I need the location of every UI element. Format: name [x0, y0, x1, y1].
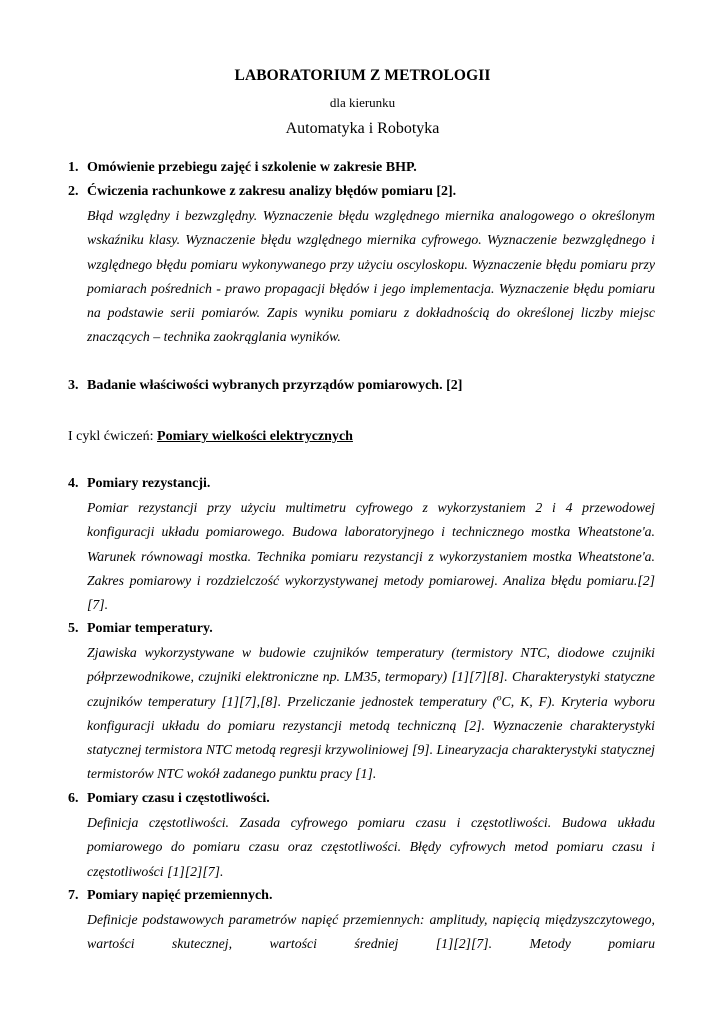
item-number: 6.	[68, 791, 79, 806]
item-description: Definicja częstotliwości. Zasada cyfrowego pomiaru czasu i częstotliwości. Budowa układu pomiarowego do pomiaru czasu oraz częstotliwości. Błędy cyfrowych metod pomiaru czasu i częstotliwości [1][2][7].	[87, 815, 655, 879]
document-title: LABORATORIUM Z METROLOGII	[234, 67, 491, 84]
item-description: Definicje podstawowych parametrów napięć przemiennych: amplitudy, napięcią międzyszczytowego, wartości skutecznej, wartości średniej [1][2][7]. Metody pomiaru	[87, 912, 655, 952]
item-heading: Badanie właściwości wybranych przyrządów pomiarowych. [2]	[87, 378, 463, 393]
item-description: Pomiar rezystancji przy użyciu multimetru cyfrowego z wykorzystaniem 2 i 4 przewodowej konfiguracji układu pomiarowego. Budowa laboratoryjnego i technicznego mostka Wheatstone'a. Warunek równowagi mostka. Technika pomiaru rezystancji z wykorzystaniem mostka Wheatstone'a. Zakres pomiarowy i rozdzielczość wykorzystywanej metody pomiarowej. Analiza błędu pomiaru.[2][7].	[87, 500, 655, 613]
degree-superscript: o	[497, 692, 502, 702]
item-description	[87, 641, 655, 787]
item-number: 1.	[68, 160, 79, 175]
item-number: 7.	[68, 888, 79, 903]
item-description-part: C, K, F). Kryteria wyboru konfiguracji układu do pomiaru rezystancji metodą techniczną [2]. Wyznaczenie charakterystyki statycznej termistora NTC metodą regresji krzywoliniowej [9]. Linearyzacja charakterystyki statycznej termistorów NTC wokół zadanego punktu pracy [1].	[87, 693, 655, 782]
item-heading: Omówienie przebiegu zajęć i szkolenie w zakresie BHP.	[87, 160, 417, 175]
item-heading: Ćwiczenia rachunkowe z zakresu analizy błędów pomiaru [2].	[87, 184, 457, 199]
cycle-label: I cykl ćwiczeń:	[68, 429, 158, 444]
field-of-study: Automatyka i Robotyka	[285, 120, 440, 137]
cycle-heading	[68, 425, 353, 449]
item-heading: Pomiary czasu i częstotliwości.	[87, 791, 270, 806]
item-number: 2.	[68, 184, 79, 199]
item-heading: Pomiary rezystancji.	[87, 476, 211, 491]
item-heading: Pomiary napięć przemiennych.	[87, 888, 273, 903]
cycle-name: Pomiary wielkości elektrycznych	[157, 429, 353, 444]
item-heading: Pomiar temperatury.	[87, 621, 213, 636]
item-number: 4.	[68, 476, 79, 491]
item-number: 3.	[68, 378, 79, 393]
item-description: Błąd względny i bezwzględny. Wyznaczenie błędu względnego miernika analogowego o określonym wskaźniku klasy. Wyznaczenie błędu względnego miernika cyfrowego. Wyznaczenie bezwzględnego i względnego błędu pomiaru wykonywanego przy użyciu oscyloskopu. Wyznaczenie błędu pomiaru przy pomiarach pośrednich - prawo propagacji błędów i jego implementacja. Wyznaczenie błędu pomiaru na podstawie serii pomiarów. Zapis wyniku pomiaru z dokładnością do określonej liczby miejsc znaczących – technika zaokrąglania wyników.	[87, 208, 655, 345]
item-description-part: Zjawiska wykorzystywane w budowie czujników temperatury (termistory NTC, diodowe czujniki półprzewodnikowe, czujniki elektroniczne np. LM35, termopary) [1][7][8]. Charakterystyki statyczne czujników temperatury [1][7],[8]. Przeliczanie jednostek temperatury (	[87, 645, 655, 709]
document-subtitle: dla kierunku	[329, 95, 396, 110]
item-number: 5.	[68, 621, 79, 636]
